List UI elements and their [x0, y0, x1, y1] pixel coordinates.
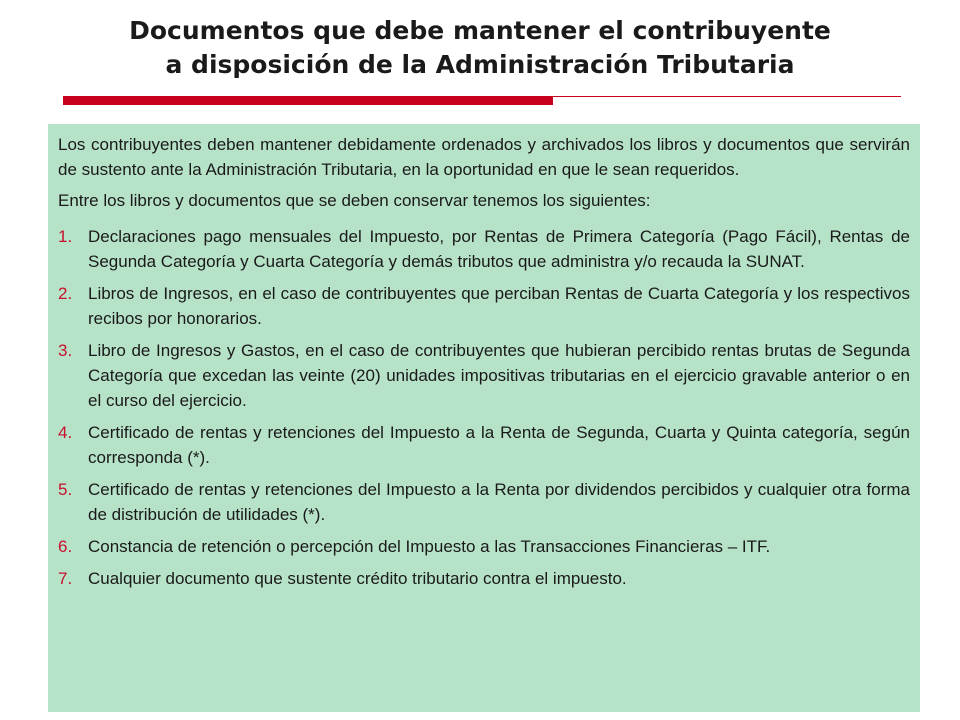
intro-paragraph-1: Los contribuyentes deben mantener debidamente ordenados y archivados los libros y documentos que servirán de sustento ante la Administración Tributaria, en la oportunidad en que le sean requeridos. — [58, 135, 910, 179]
list-item — [58, 477, 910, 527]
list-item-text: Libro de Ingresos y Gastos, en el caso de contribuyentes que hubieran percibido rentas brutas de Segunda Categoría que excedan las veinte (20) unidades impositivas tributarias en el ejercicio gravable anterior o en el curso del ejercicio. — [88, 341, 910, 410]
list-item-text: Constancia de retención o percepción del Impuesto a las Transacciones Financieras – ITF. — [88, 537, 771, 556]
list-item-text: Declaraciones pago mensuales del Impuesto, por Rentas de Primera Categoría (Pago Fácil), Rentas de Segunda Categoría y Cuarta Categoría y demás tributos que administra y/o recauda la SUNAT. — [88, 227, 910, 271]
content-box — [48, 124, 920, 712]
title-line-2: a disposición de la Administración Tributaria — [165, 50, 795, 79]
list-item — [58, 281, 910, 331]
list-item — [58, 534, 910, 559]
intro-paragraph-2: Entre los libros y documentos que se deben conservar tenemos los siguientes: — [58, 191, 651, 210]
list-item-text: Certificado de rentas y retenciones del Impuesto a la Renta por dividendos percibidos y cualquier otra forma de distribución de utilidades (*). — [88, 480, 910, 524]
list-item-number: 1. — [58, 227, 73, 246]
list-item-number: 4. — [58, 423, 73, 442]
list-item — [58, 566, 910, 591]
list-item — [58, 224, 910, 274]
list-item-number: 5. — [58, 480, 73, 499]
title-underline-thick — [63, 96, 553, 105]
list-item-number: 3. — [58, 341, 73, 360]
list-item — [58, 420, 910, 470]
documents-list — [58, 224, 910, 591]
title-underline-thin — [553, 96, 901, 97]
list-item-text: Libros de Ingresos, en el caso de contribuyentes que perciban Rentas de Cuarta Categoría y los respectivos recibos por honorarios. — [88, 284, 910, 328]
list-item-number: 2. — [58, 284, 73, 303]
list-item-number: 7. — [58, 569, 73, 588]
list-item-text: Certificado de rentas y retenciones del Impuesto a la Renta de Segunda, Cuarta y Quinta categoría, según corresponda (*). — [88, 423, 910, 467]
title-line-1: Documentos que debe mantener el contribuyente — [129, 16, 831, 45]
list-item — [58, 338, 910, 413]
list-item-text: Cualquier documento que sustente crédito tributario contra el impuesto. — [88, 569, 627, 588]
list-item-number: 6. — [58, 537, 73, 556]
page-title — [40, 14, 920, 82]
